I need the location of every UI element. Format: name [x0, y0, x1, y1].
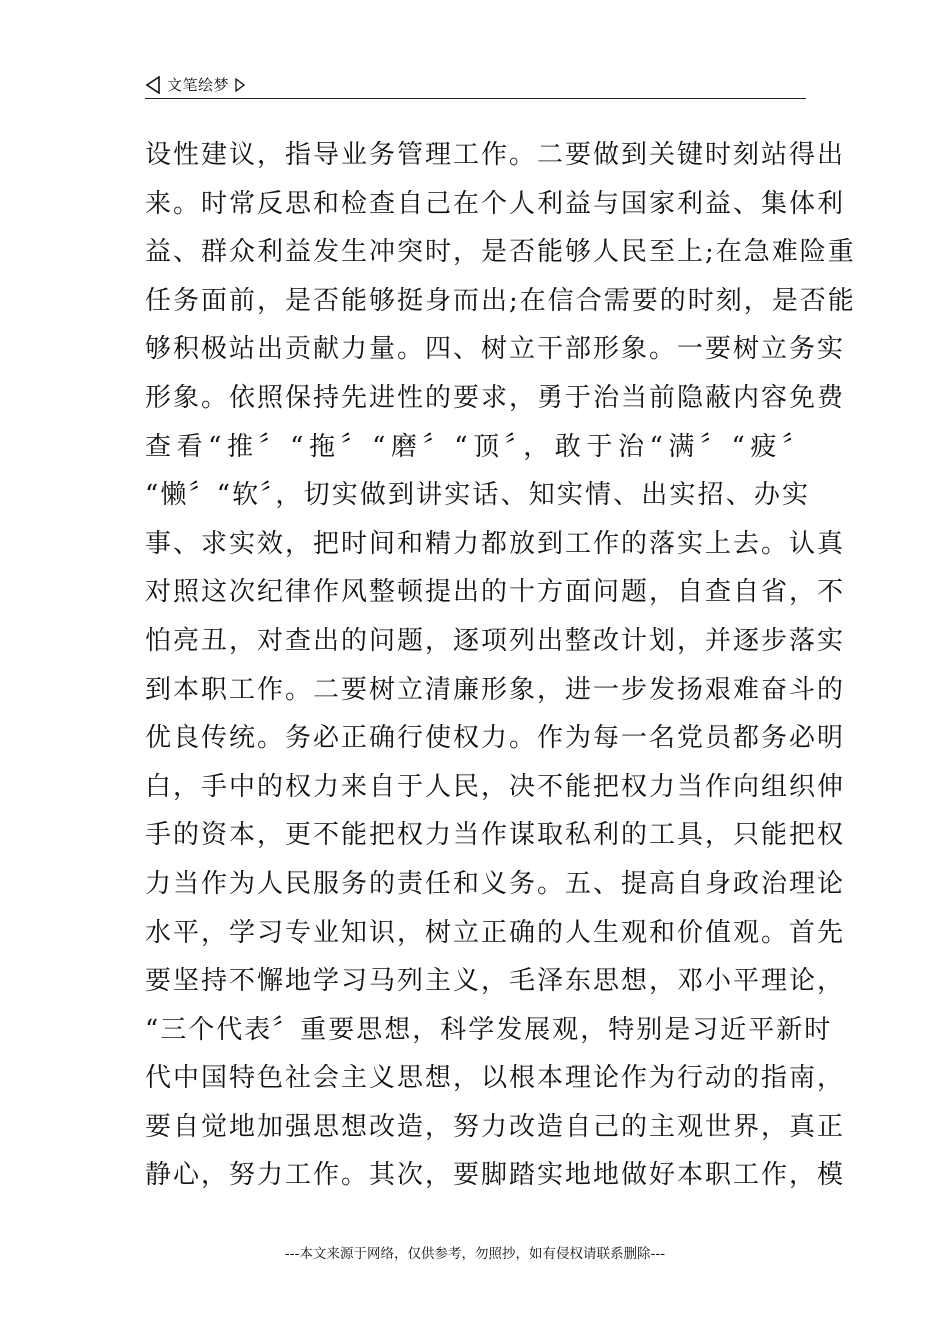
- body-line: 力当作为人民服务的责任和义务。五、提高自身政治理论: [145, 868, 846, 899]
- triangle-left-icon: [145, 76, 161, 94]
- body-line: 任务面前，是否能够挺身而出;在信合需要的时刻，是否能: [145, 285, 856, 316]
- body-line: 到本职工作。二要树立清廉形象，进一步发扬艰难奋斗的: [145, 674, 846, 705]
- body-line: 代中国特色社会主义思想，以根本理论作为行动的指南，: [145, 1063, 846, 1094]
- body-line: 手的资本，更不能把权力当作谋取私利的工具，只能把权: [145, 820, 846, 851]
- body-line: 查看“推〞“拖〞“磨〞“顶〞，敢于治“满〞“疲〞: [145, 431, 810, 462]
- document-body: [145, 131, 856, 1200]
- body-line: 对照这次纪律作风整顿提出的十方面问题，自查自省，不: [145, 577, 846, 608]
- body-line: 设性建议，指导业务管理工作。二要做到关键时刻站得出: [145, 140, 846, 170]
- body-line: 水平，学习专业知识，树立正确的人生观和价值观。首先: [145, 917, 846, 948]
- body-line: 形象。依照保持先进性的要求，勇于治当前隐蔽内容免费: [145, 382, 846, 413]
- body-line: 要坚持不懈地学习马列主义，毛泽东思想，邓小平理论，: [145, 966, 846, 997]
- body-line: 来。时常反思和检查自己在个人利益与国家利益、集体利: [145, 188, 846, 219]
- body-line: “懒〞“软〞，切实做到讲实话、知实情、出实招、办实: [145, 480, 810, 511]
- body-line: 静心，努力工作。其次，要脚踏实地地做好本职工作，模: [145, 1160, 846, 1191]
- body-line: 优良传统。务必正确行使权力。作为每一名党员都务必明: [145, 723, 846, 754]
- body-line: 怕亮丑，对查出的问题，逐项列出整改计划，并逐步落实: [145, 625, 846, 656]
- body-line: 够积极站出贡献力量。四、树立干部形象。一要树立务实: [145, 334, 846, 365]
- page-header: [145, 74, 806, 99]
- triangle-right-icon: [234, 77, 246, 91]
- body-line: 事、求实效，把时间和精力都放到工作的落实上去。认真: [145, 528, 846, 559]
- header-title: 文笔绘梦: [167, 76, 230, 94]
- footer-disclaimer: ---本文来源于网络，仅供参考，勿照抄，如有侵权请联系删除---: [284, 1246, 666, 1262]
- body-line: 要自觉地加强思想改造，努力改造自己的主观世界，真正: [145, 1111, 846, 1142]
- body-line: “三个代表〞重要思想，科学发展观，特别是习近平新时: [145, 1014, 833, 1045]
- body-line: 白，手中的权力来自于人民，决不能把权力当作向组织伸: [145, 771, 846, 802]
- body-line: 益、群众利益发生冲突时，是否能够人民至上;在急难险重: [145, 237, 856, 268]
